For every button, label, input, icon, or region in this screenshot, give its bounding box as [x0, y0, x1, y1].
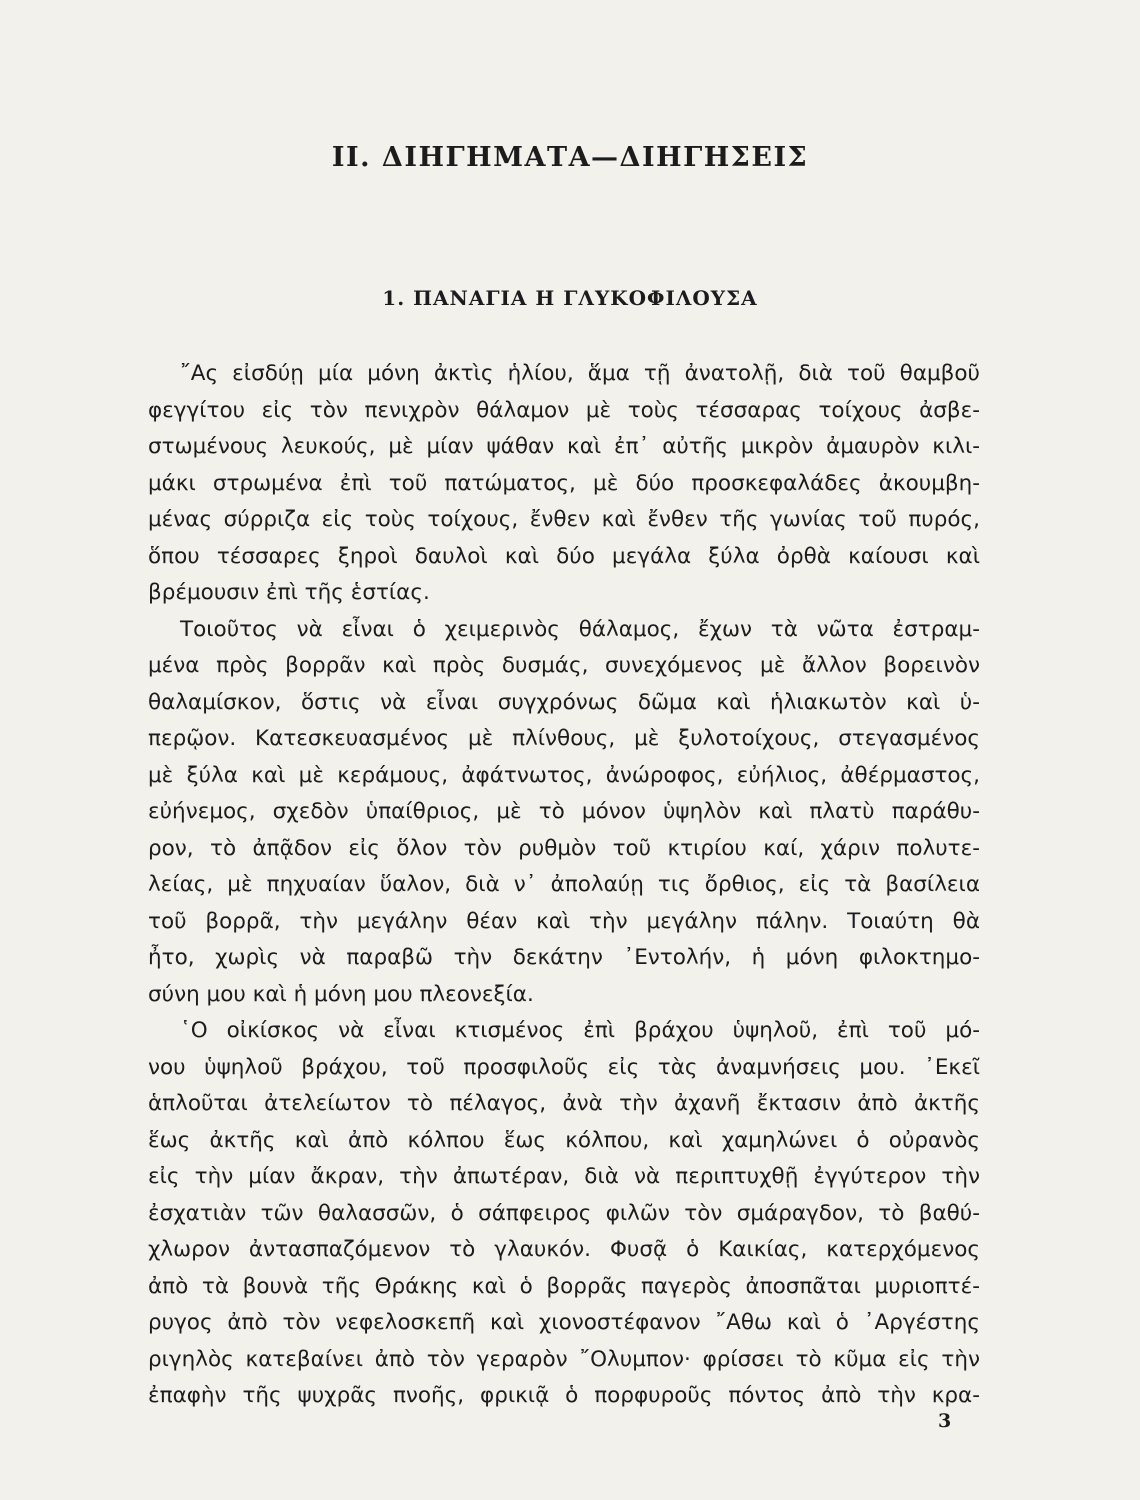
text-line: στωμένους λευκούς, μὲ μίαν ψάθαν καὶ ἐπ᾽ αὐτῆς μικρὸν ἀμαυρὸν κιλι-: [148, 434, 980, 459]
text-line: μάκι στρωμένα ἐπὶ τοῦ πατώματος, μὲ δύο προσκεφαλάδες ἀκουμβη-: [148, 470, 980, 496]
text-line: βρέμουσιν ἐπὶ τῆς ἑστίας.: [148, 580, 430, 605]
paragraph-2: [148, 612, 980, 1014]
text-line: λείας, μὲ πηχυαίαν ὕαλον, διὰ ν᾽ ἀπολαύῃ τις ὄρθιος, εἰς τὰ βασίλεια: [148, 872, 980, 897]
text-line: ρυγος ἀπὸ τὸν νεφελοσκεπῆ καὶ χιονοστέφανον ῎Αθω καὶ ὁ ᾿Αργέστης: [148, 1310, 980, 1335]
section-title: II. ΔΙΗΓΗΜΑΤΑ—ΔΙΗΓΗΣΕΙΣ: [331, 142, 809, 173]
text-line: σύνη μου καὶ ἡ μόνη μου πλεονεξία.: [148, 981, 534, 1007]
text-line: εἰς τὴν μίαν ἄκραν, τὴν ἀπωτέραν, διὰ νὰ περιπτυχθῇ ἐγγύτερον τὴν: [148, 1164, 980, 1189]
page-number: 3: [938, 1410, 952, 1432]
text-line: μὲ ξύλα καὶ μὲ κεράμους, ἀφάτνωτος, ἀνώροφος, εὐήλιος, ἀθέρμαστος,: [148, 762, 980, 788]
text-line: μένα πρὸς βορρᾶν καὶ πρὸς δυσμάς, συνεχόμενος μὲ ἄλλον βορεινὸν: [148, 653, 980, 678]
paragraph-1: [148, 356, 980, 612]
text-line: φεγγίτου εἰς τὸν πενιχρὸν θάλαμον μὲ τοὺς τέσσαρας τοίχους ἀσβε-: [148, 397, 980, 423]
story-title: 1. ΠΑΝΑΓΙΑ Η ΓΛΥΚΟΦΙΛΟΥΣΑ: [382, 286, 758, 310]
text-line: ἦτο, χωρὶς νὰ παραβῶ τὴν δεκάτην ᾿Εντολήν, ἡ μόνη φιλοκτημο-: [148, 945, 980, 970]
text-line: ριγηλὸς κατεβαίνει ἀπὸ τὸν γεραρὸν ῎Ολυμπον· φρίσσει τὸ κῦμα εἰς τὴν: [148, 1346, 980, 1372]
paragraph-3: [148, 1013, 980, 1415]
text-line: ῾Ο οἰκίσκος νὰ εἶναι κτισμένος ἐπὶ βράχου ὑψηλοῦ, ἐπὶ τοῦ μό-: [180, 1018, 980, 1043]
text-line: θαλαμίσκον, ὅστις νὰ εἶναι συγχρόνως δῶμα καὶ ἡλιακωτὸν καὶ ὑ-: [148, 689, 980, 715]
text-line: ἐσχατιὰν τῶν θαλασσῶν, ὁ σάπφειρος φιλῶν τὸν σμάραγδον, τὸ βαθύ-: [148, 1200, 980, 1226]
text-line: ῎Ας εἰσδύῃ μία μόνη ἀκτὶς ἡλίου, ἅμα τῇ ἀνατολῇ, διὰ τοῦ θαμβοῦ: [180, 361, 980, 386]
story-body: [148, 356, 980, 1415]
text-line: ὅπου τέσσαρες ξηροὶ δαυλοὶ καὶ δύο μεγάλα ξύλα ὀρθὰ καίουσι καὶ: [148, 543, 980, 569]
text-line: ρον, τὸ ἀπᾷδον εἰς ὅλον τὸν ρυθμὸν τοῦ κτιρίου καί, χάριν πολυτε-: [148, 835, 980, 861]
text-line: εὐήνεμος, σχεδὸν ὑπαίθριος, μὲ τὸ μόνον ὑψηλὸν καὶ πλατὺ παράθυ-: [148, 799, 980, 824]
text-line: περῷον. Κατεσκευασμένος μὲ πλίνθους, μὲ ξυλοτοίχους, στεγασμένος: [148, 726, 980, 751]
text-line: χλωρον ἀντασπαζόμενον τὸ γλαυκόν. Φυσᾷ ὁ Καικίας, κατερχόμενος: [148, 1237, 980, 1262]
text-line: μένας σύρριζα εἰς τοὺς τοίχους, ἔνθεν καὶ ἔνθεν τῆς γωνίας τοῦ πυρός,: [148, 507, 980, 532]
text-line: νου ὑψηλοῦ βράχου, τοῦ προσφιλοῦς εἰς τὰς ἀναμνήσεις μου. ᾿Εκεῖ: [148, 1054, 980, 1080]
text-line: ἀπὸ τὰ βουνὰ τῆς Θράκης καὶ ὁ βορρᾶς παγερὸς ἀποσπᾶται μυριοπτέ-: [148, 1273, 980, 1299]
text-line: ἐπαφὴν τῆς ψυχρᾶς πνοῆς, φρικιᾷ ὁ πορφυροῦς πόντος ἀπὸ τὴν κρα-: [148, 1383, 980, 1408]
text-line: Τοιοῦτος νὰ εἶναι ὁ χειμερινὸς θάλαμος, ἔχων τὰ νῶτα ἐστραμ-: [180, 616, 980, 642]
text-line: ἁπλοῦται ἀτελείωτον τὸ πέλαγος, ἀνὰ τὴν ἀχανῆ ἔκτασιν ἀπὸ ἀκτῆς: [148, 1091, 980, 1116]
text-line: ἕως ἀκτῆς καὶ ἀπὸ κόλπου ἕως κόλπου, καὶ χαμηλώνει ὁ οὐρανὸς: [148, 1127, 980, 1153]
text-line: τοῦ βορρᾶ, τὴν μεγάλην θέαν καὶ τὴν μεγάλην πάλην. Τοιαύτη θὰ: [148, 908, 980, 934]
